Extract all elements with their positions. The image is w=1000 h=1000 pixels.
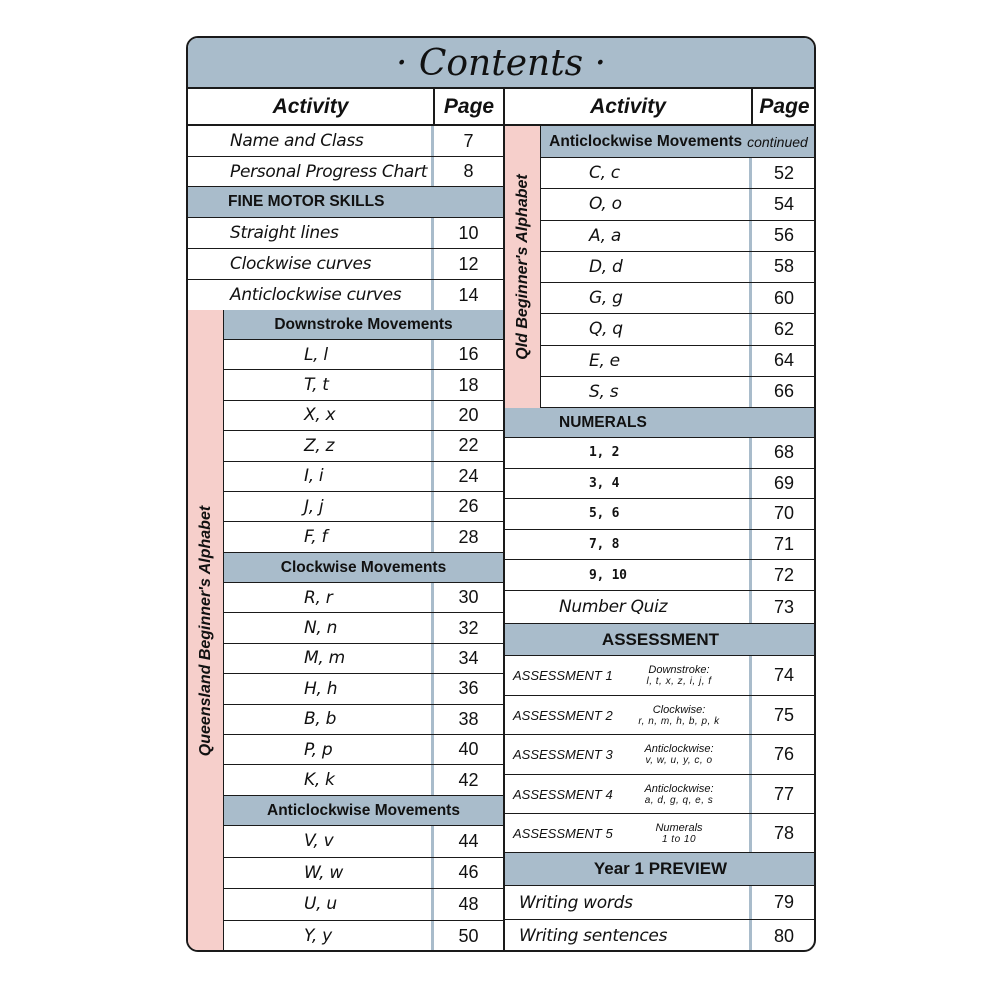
- toc-row[interactable]: [505, 920, 816, 952]
- toc-row[interactable]: [505, 469, 816, 500]
- page-number: 12: [458, 253, 479, 274]
- toc-row[interactable]: [541, 221, 816, 252]
- page-number: 20: [458, 404, 479, 425]
- assessment-type: Anticlockwise:: [644, 782, 714, 795]
- page-number: 7: [463, 130, 474, 151]
- activity-label: O, o: [589, 194, 622, 215]
- assessment-row[interactable]: [505, 735, 816, 775]
- toc-row[interactable]: [224, 921, 503, 953]
- toc-row[interactable]: [224, 583, 503, 613]
- toc-row[interactable]: [224, 705, 503, 735]
- toc-row[interactable]: [224, 492, 503, 522]
- activity-label: Anticlockwise curves: [230, 285, 402, 305]
- page-header: Page: [433, 89, 503, 124]
- toc-row[interactable]: [188, 157, 503, 187]
- activity-label: A, a: [589, 225, 621, 246]
- assessment-details: [613, 775, 745, 813]
- page-number: 14: [458, 284, 479, 305]
- fine-motor-heading: FINE MOTOR SKILLS: [188, 187, 503, 218]
- activity-label: V, v: [304, 831, 334, 852]
- activity-header: Activity: [590, 94, 666, 118]
- page-number: 40: [458, 739, 479, 760]
- toc-row[interactable]: [224, 735, 503, 765]
- toc-row[interactable]: [224, 401, 503, 431]
- activity-label: Straight lines: [230, 223, 339, 243]
- activity-label: F, f: [304, 527, 328, 548]
- assessment-row[interactable]: [505, 775, 816, 814]
- page-number: 58: [773, 256, 795, 277]
- activity-label: K, k: [304, 770, 335, 791]
- page-number: 62: [773, 318, 795, 339]
- activity-label: R, r: [304, 587, 333, 608]
- assessment-type: Anticlockwise:: [644, 743, 714, 755]
- activity-label: Writing words: [519, 892, 633, 913]
- assessment-type: Numerals: [655, 821, 703, 834]
- assessment-letters: l, t, x, z, i, j, f: [646, 676, 712, 687]
- toc-row[interactable]: [505, 560, 816, 591]
- page-number: 26: [458, 496, 479, 517]
- activity-label: Z, z: [304, 435, 335, 456]
- page-number: 18: [458, 374, 479, 395]
- page-number: 10: [458, 222, 479, 243]
- anticlockwise-heading: Anticlockwise Movements: [224, 796, 503, 826]
- anticlockwise-continued-heading: [541, 126, 816, 158]
- toc-row[interactable]: [541, 377, 816, 408]
- activity-label: 7, 8: [589, 537, 620, 553]
- toc-row[interactable]: [505, 530, 816, 561]
- numerals-heading: NUMERALS: [505, 408, 816, 438]
- left-header-row: [188, 89, 503, 126]
- page-number: 72: [773, 564, 795, 585]
- preview-heading: Year 1 PREVIEW: [505, 853, 816, 886]
- page-number: 74: [773, 665, 795, 685]
- activity-label: H, h: [304, 678, 338, 699]
- page-number: 64: [773, 350, 795, 371]
- toc-row[interactable]: [224, 370, 503, 400]
- contents-card: [186, 36, 816, 952]
- assessment-letters: a, d, g, q, e, s: [644, 794, 714, 806]
- activity-label: B, b: [304, 709, 337, 730]
- toc-row[interactable]: [541, 189, 816, 220]
- toc-row[interactable]: [224, 858, 503, 890]
- toc-row[interactable]: [224, 674, 503, 704]
- toc-row[interactable]: [188, 249, 503, 280]
- activity-label: 9, 10: [589, 567, 627, 583]
- toc-row[interactable]: [541, 252, 816, 283]
- queensland-alphabet-sidebar: [188, 310, 224, 952]
- activity-label: N, n: [304, 618, 338, 639]
- page-number: 22: [458, 435, 479, 456]
- page-number: 69: [773, 472, 795, 493]
- page-number: 42: [458, 769, 479, 790]
- page-number: 75: [773, 704, 795, 725]
- toc-row[interactable]: [188, 280, 503, 311]
- page-number: 70: [773, 503, 795, 524]
- page-number: 50: [458, 925, 479, 946]
- activity-label: 1, 2: [589, 445, 620, 461]
- assessment-details: [613, 696, 745, 734]
- assessment-letters: v, w, u, y, c, o: [645, 755, 713, 766]
- activity-label: T, t: [304, 375, 329, 396]
- activity-label: X, x: [304, 405, 336, 426]
- toc-row[interactable]: [505, 886, 816, 920]
- page-number: 32: [458, 617, 479, 638]
- assessment-letters: 1 to 10: [661, 833, 697, 845]
- page-number: 76: [773, 744, 795, 764]
- toc-row[interactable]: [224, 340, 503, 370]
- continued-label: continued: [747, 133, 808, 150]
- right-header-row: [505, 89, 816, 126]
- activity-label: S, s: [589, 381, 619, 402]
- toc-row[interactable]: [505, 591, 816, 624]
- activity-label: E, e: [589, 350, 620, 371]
- page-number: 68: [773, 442, 795, 463]
- assessment-label: ASSESSMENT 3: [513, 747, 613, 762]
- activity-label: 5, 6: [589, 506, 620, 522]
- toc-row[interactable]: [224, 522, 503, 552]
- page-number: 71: [773, 534, 795, 555]
- activity-label: Q, q: [589, 319, 623, 340]
- toc-row[interactable]: [505, 438, 816, 469]
- left-column: [188, 89, 503, 952]
- activity-label: G, g: [589, 288, 623, 309]
- assessment-details: [613, 735, 745, 774]
- toc-row[interactable]: [224, 462, 503, 492]
- page-number: 52: [773, 162, 795, 183]
- page-number: 54: [773, 193, 795, 214]
- qld-alphabet-sidebar: [505, 126, 541, 408]
- toc-row[interactable]: [224, 431, 503, 461]
- page-number: 44: [458, 830, 479, 851]
- downstroke-heading: Downstroke Movements: [224, 310, 503, 340]
- assessment-type: Downstroke:: [648, 664, 710, 676]
- page-number: 16: [458, 344, 479, 365]
- toc-row[interactable]: [224, 644, 503, 674]
- activity-label: U, u: [304, 894, 337, 915]
- page-number: 79: [773, 892, 795, 912]
- assessment-row[interactable]: [505, 814, 816, 853]
- activity-label: Name and Class: [230, 131, 364, 151]
- page-number: 60: [773, 287, 795, 308]
- toc-row[interactable]: [188, 126, 503, 157]
- page-number: 24: [458, 465, 479, 486]
- toc-row[interactable]: [505, 499, 816, 530]
- toc-row[interactable]: [224, 613, 503, 643]
- assessment-row[interactable]: [505, 656, 816, 696]
- activity-label: J, j: [304, 496, 324, 517]
- assessment-type: Clockwise:: [652, 703, 706, 716]
- page-number: 8: [463, 161, 474, 181]
- activity-label: Personal Progress Chart: [230, 161, 428, 182]
- page-number: 56: [773, 225, 795, 246]
- toc-row[interactable]: [541, 158, 816, 189]
- assessment-label: ASSESSMENT 5: [513, 825, 613, 841]
- activity-header: Activity: [272, 94, 349, 118]
- toc-row[interactable]: [541, 314, 816, 345]
- activity-label: C, c: [589, 163, 620, 184]
- page-number: 78: [773, 822, 795, 843]
- activity-label: Y, y: [304, 926, 332, 947]
- assessment-details: [613, 656, 745, 695]
- page-title: · Contents ·: [395, 43, 607, 84]
- assessment-letters: r, n, m, h, b, p, k: [638, 715, 720, 727]
- page-number: 30: [458, 587, 479, 608]
- activity-label: D, d: [589, 256, 623, 277]
- toc-row[interactable]: [541, 346, 816, 377]
- activity-label: M, m: [304, 648, 345, 669]
- assessment-heading: ASSESSMENT: [505, 624, 816, 656]
- activity-label: Clockwise curves: [230, 254, 372, 274]
- heading-text: Anticlockwise Movements: [549, 132, 743, 150]
- assessment-label: ASSESSMENT 4: [513, 786, 613, 802]
- assessment-label: ASSESSMENT 1: [513, 668, 613, 683]
- toc-row[interactable]: [188, 218, 503, 249]
- assessment-label: ASSESSMENT 2: [513, 707, 613, 723]
- toc-row[interactable]: [224, 826, 503, 858]
- page-number: 66: [773, 381, 795, 402]
- sidebar-label: Queensland Beginner's Alphabet: [196, 505, 214, 757]
- toc-row[interactable]: [541, 283, 816, 314]
- sidebar-label: Qld Beginner's Alphabet: [513, 174, 531, 360]
- page-number: 36: [458, 678, 479, 699]
- page-header: Page: [751, 89, 816, 124]
- page-number: 80: [773, 925, 795, 946]
- toc-row[interactable]: [224, 765, 503, 795]
- activity-label: L, l: [304, 344, 328, 365]
- page-number: 34: [458, 647, 479, 668]
- title-bar: [188, 38, 814, 89]
- page-number: 77: [773, 783, 795, 804]
- activity-label: Writing sentences: [519, 926, 668, 946]
- page-number: 28: [458, 526, 479, 547]
- page-number: 48: [458, 893, 479, 914]
- page-number: 73: [773, 596, 795, 617]
- activity-label: P, p: [304, 739, 333, 760]
- page-number: 46: [458, 862, 479, 883]
- assessment-row[interactable]: [505, 696, 816, 735]
- page-number: 38: [458, 708, 479, 729]
- activity-label: 3, 4: [589, 475, 620, 491]
- activity-label: Number Quiz: [559, 597, 668, 617]
- toc-row[interactable]: [224, 889, 503, 921]
- activity-label: W, w: [304, 862, 343, 883]
- assessment-details: [613, 814, 745, 852]
- activity-label: I, i: [304, 466, 324, 487]
- right-column: [503, 89, 816, 952]
- clockwise-heading: Clockwise Movements: [224, 553, 503, 583]
